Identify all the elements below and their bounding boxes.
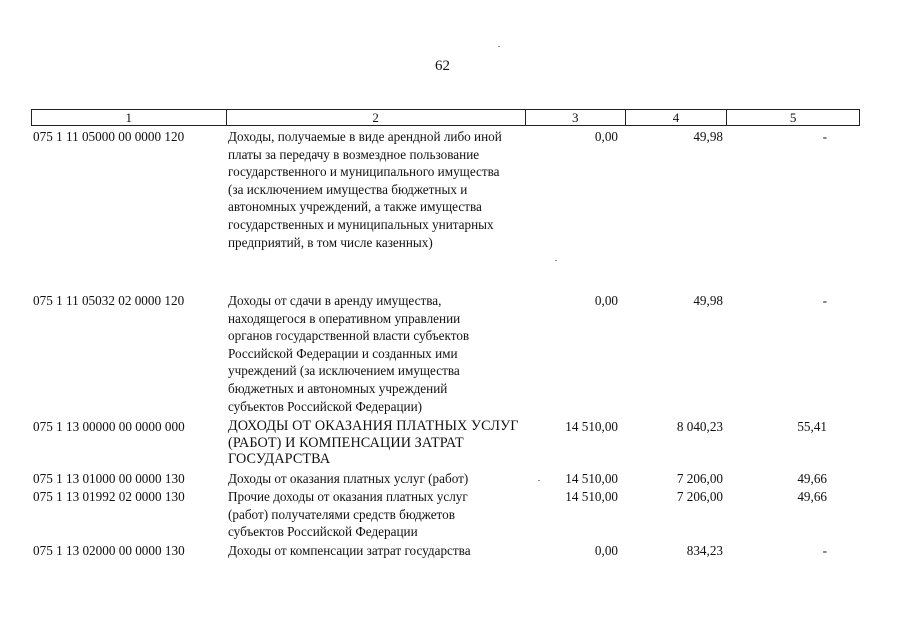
budget-code: 075 1 11 05000 00 0000 120 xyxy=(33,129,185,144)
actual-amount: 834,23 xyxy=(686,543,723,558)
planned-amount: 0,00 xyxy=(594,293,618,308)
table-header xyxy=(31,109,860,126)
income-description: Доходы от оказания платных услуг (работ) xyxy=(228,471,469,486)
page-number: 62 xyxy=(435,58,450,74)
income-description: ДОХОДЫ ОТ ОКАЗАНИЯ ПЛАТНЫХ УСЛУГ (РАБОТ) И КОМПЕНСАЦИИ ЗАТРАТ ГОСУДАРСТВА xyxy=(228,418,519,468)
percent-executed: 49,66 xyxy=(797,471,827,486)
income-description: Доходы от сдачи в аренду имущества, находящегося в оперативном управлении органов государственной власти субъектов Российской Федерации и созданных ими учреждений (за исключением имущества бюджетных и автономных учреждений субъектов Российской Федерации) xyxy=(228,293,470,414)
budget-code: 075 1 13 00000 00 0000 000 xyxy=(33,419,185,434)
budget-code: 075 1 13 02000 00 0000 130 xyxy=(33,543,185,558)
column-header-2: 2 xyxy=(227,110,526,125)
income-description: Доходы, получаемые в виде арендной либо иной платы за передачу в возмездное пользование государственного и муниципального имущества (за исключением имущества бюджетных и автономных учреждений, а также имущества государственных и муниципальных унитарных предприятий, в том числе казенных) xyxy=(228,129,502,250)
budget-code: 075 1 13 01992 02 0000 130 xyxy=(33,489,185,504)
planned-amount: 0,00 xyxy=(594,543,618,558)
planned-amount: 0,00 xyxy=(594,129,618,144)
actual-amount: 49,98 xyxy=(693,293,723,308)
column-header-3: 3 xyxy=(526,110,626,125)
budget-code: 075 1 13 01000 00 0000 130 xyxy=(33,471,185,486)
percent-executed: - xyxy=(822,543,827,558)
budget-code: 075 1 11 05032 02 0000 120 xyxy=(33,293,185,308)
planned-amount: 14 510,00 xyxy=(565,419,618,434)
planned-amount: 14 510,00 xyxy=(565,489,618,504)
column-header-4: 4 xyxy=(626,110,728,125)
scan-speck xyxy=(498,46,500,47)
column-header-1: 1 xyxy=(32,110,227,125)
actual-amount: 8 040,23 xyxy=(676,419,723,434)
planned-amount: 14 510,00 xyxy=(565,471,618,486)
actual-amount: 49,98 xyxy=(693,129,723,144)
percent-executed: - xyxy=(822,293,827,308)
actual-amount: 7 206,00 xyxy=(676,471,723,486)
percent-executed: 55,41 xyxy=(797,419,827,434)
column-header-5: 5 xyxy=(789,110,797,125)
percent-executed: - xyxy=(822,129,827,144)
percent-executed: 49,66 xyxy=(797,489,827,504)
income-description: Доходы от компенсации затрат государства xyxy=(228,543,471,558)
scan-speck xyxy=(555,260,557,261)
actual-amount: 7 206,00 xyxy=(676,489,723,504)
income-description: Прочие доходы от оказания платных услуг (работ) получателями средств бюджетов субъектов Российской Федерации xyxy=(228,489,468,540)
scan-speck xyxy=(538,480,540,481)
